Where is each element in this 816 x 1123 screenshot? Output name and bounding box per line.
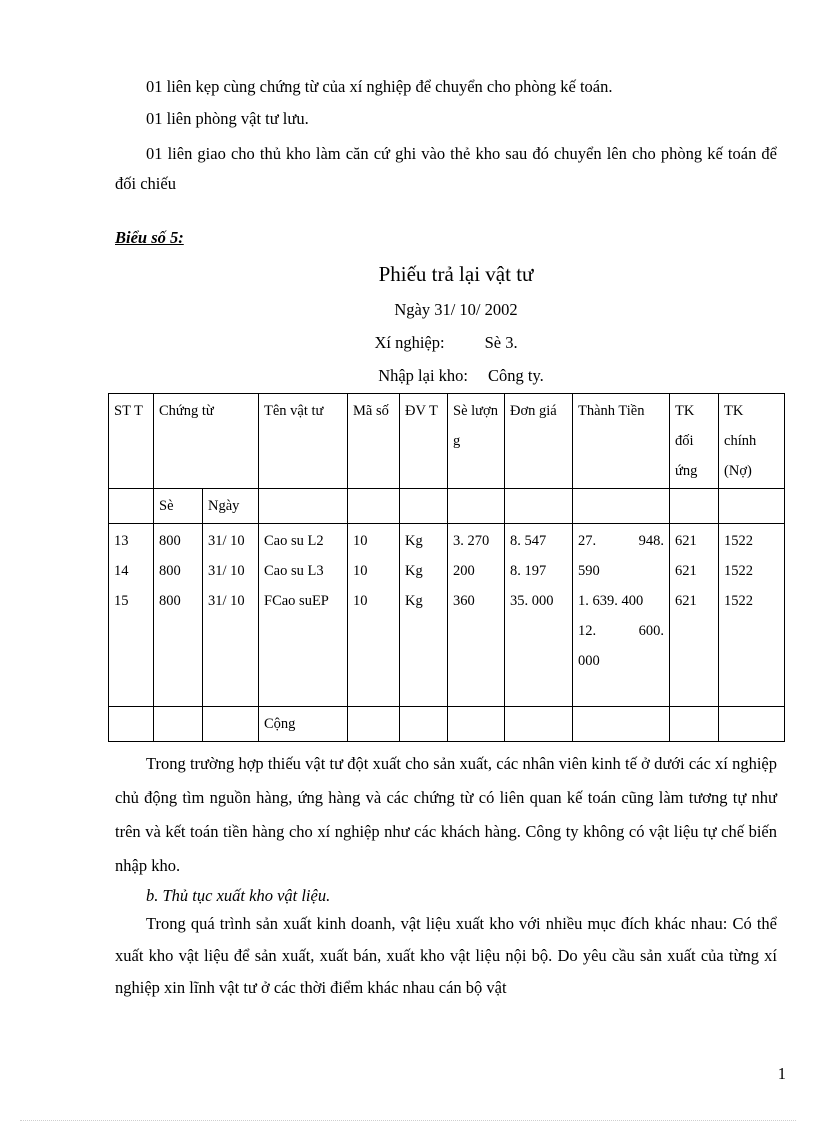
amount-part: 590: [578, 563, 600, 579]
counter-account-value: 621: [675, 593, 697, 609]
cell-quantity: [448, 524, 505, 707]
page-edge-divider: [20, 1120, 796, 1121]
unit-price-value: 8. 547: [510, 533, 547, 549]
amount-line: [578, 616, 664, 646]
header-voucher: Chứng từ: [154, 394, 259, 489]
unit-price-value: 35. 000: [510, 593, 554, 609]
header-main-account: TK chính (Nợ): [719, 394, 785, 489]
unit-value: Kg: [405, 563, 423, 579]
header-code: Mã số: [348, 394, 400, 489]
main-account-value: 1522: [724, 563, 754, 579]
return-label: Nhập lại kho:: [378, 366, 469, 385]
code-value: 10: [353, 563, 368, 579]
factory-value: Sè 3.: [484, 333, 518, 352]
unit-value: Kg: [405, 533, 423, 549]
cell-amount: [573, 524, 670, 707]
cell-stt: [109, 524, 154, 707]
amount-value: 1. 639. 400: [578, 593, 644, 609]
subheader-number: Sè: [154, 489, 203, 524]
quantity-value: 360: [453, 593, 475, 609]
header-counter-account: TK đối ứng: [670, 394, 719, 489]
amount-line: [578, 526, 664, 556]
table-data-row: [109, 524, 785, 707]
counter-account-value: 621: [675, 563, 697, 579]
total-label: Cộng: [259, 707, 348, 742]
code-value: 10: [353, 593, 368, 609]
amount-part: 27.: [578, 533, 597, 549]
form-date: Ngày 31/ 10/ 2002: [394, 300, 518, 319]
form-return-warehouse: [130, 366, 792, 386]
code-value: 10: [353, 533, 368, 549]
section-heading-issue-procedure: b. Thủ tục xuất kho vật liệu.: [146, 886, 331, 905]
main-account-value: 1522: [724, 593, 754, 609]
cell-date: [203, 524, 259, 707]
date-value: 31/ 10: [208, 533, 245, 549]
cell-counter-account: [670, 524, 719, 707]
counter-account-value: 621: [675, 533, 697, 549]
form-title: Phiếu trả lại vật tư: [378, 262, 534, 286]
stt-value: 14: [114, 563, 129, 579]
header-quantity: Sè lượn g: [448, 394, 505, 489]
form-label: Biểu số 5:: [115, 228, 184, 247]
cell-unit: [400, 524, 448, 707]
date-value: 31/ 10: [208, 563, 245, 579]
subheader-date: Ngày: [203, 489, 259, 524]
material-name-value: Cao su L2: [264, 533, 324, 549]
cell-code: [348, 524, 400, 707]
date-value: 31/ 10: [208, 593, 245, 609]
paragraph-shortage: Trong trường hợp thiếu vật tư đột xuất cho sản xuất, các nhân viên kinh tế ở dưới các xí nghiệp chủ động tìm nguồn hàng, ứng hàng và các chứng từ có liên quan kế toán cũng làm tương tự như trên và kết toán tiền hàng cho xí nghiệp như các khách hàng. Công ty không có vật liệu tự chế biến nhập kho.: [115, 754, 777, 875]
number-value: 800: [159, 563, 181, 579]
return-value: Công ty.: [488, 366, 544, 385]
paragraph-copy-1: 01 liên kẹp cùng chứng từ của xí nghiệp để chuyển cho phòng kế toán.: [146, 77, 613, 96]
header-material-name: Tên vật tư: [259, 394, 348, 489]
material-return-table: [108, 393, 785, 742]
header-amount: Thành Tiền: [573, 394, 670, 489]
paragraph-copy-3: 01 liên giao cho thủ kho làm căn cứ ghi vào thẻ kho sau đó chuyển lên cho phòng kế toán để đối chiếu: [115, 144, 777, 193]
paragraph-copy-2: 01 liên phòng vật tư lưu.: [146, 109, 309, 128]
header-unit: ĐV T: [400, 394, 448, 489]
header-unit-price: Đơn giá: [505, 394, 573, 489]
amount-part: 12.: [578, 623, 597, 639]
material-name-value: Cao su L3: [264, 563, 324, 579]
number-value: 800: [159, 593, 181, 609]
amount-part: 948.: [638, 533, 665, 549]
material-name-value: FCao suEP: [264, 593, 329, 609]
cell-material-name: [259, 524, 348, 707]
cell-main-account: [719, 524, 785, 707]
stt-value: 15: [114, 593, 129, 609]
cell-unit-price: [505, 524, 573, 707]
table-total-row: [109, 707, 785, 742]
cell-number: [154, 524, 203, 707]
number-value: 800: [159, 533, 181, 549]
unit-price-value: 8. 197: [510, 563, 547, 579]
table-subheader-row: [109, 489, 785, 524]
unit-value: Kg: [405, 593, 423, 609]
factory-label: Xí nghiệp:: [374, 333, 445, 352]
table-header-row: [109, 394, 785, 489]
page-number: 1: [777, 1064, 786, 1083]
stt-value: 13: [114, 533, 129, 549]
quantity-value: 3. 270: [453, 533, 490, 549]
paragraph-issue-process: Trong quá trình sản xuất kinh doanh, vật liệu xuất kho với nhiều mục đích khác nhau: Có thể xuất kho vật liệu để sản xuất, xuất bán, xuất kho vật liệu nội bộ. Do yêu cầu sản xuất của từng xí nghiệp xin lĩnh vật tư ở các thời điểm khác nhau cán bộ vật: [115, 914, 777, 997]
amount-part: 000: [578, 653, 600, 669]
amount-part: 600.: [638, 623, 665, 639]
form-factory: [115, 333, 777, 353]
main-account-value: 1522: [724, 533, 754, 549]
header-stt: ST T: [109, 394, 154, 489]
quantity-value: 200: [453, 563, 475, 579]
